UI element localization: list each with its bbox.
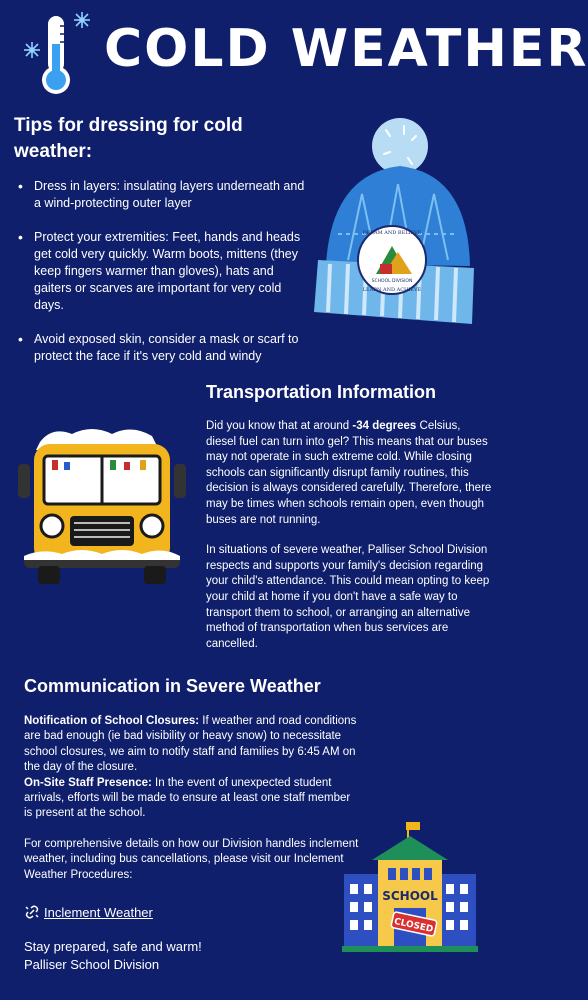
thermometer-icon <box>20 6 100 98</box>
communication-body <box>24 714 360 883</box>
logo-middle-text: SCHOOL DIVISION <box>371 279 413 284</box>
communication-heading: Communication in Severe Weather <box>24 676 321 696</box>
closures-paragraph: Notification of School Closures: If weather and road conditions are bad enough (ie bad visibility or heavy snow) to necessitate school closures, we aim to notify staff and families by 6:45 AM on the day of the closure. <box>24 715 357 774</box>
tips-heading: Tips for dressing for cold weather: <box>14 115 243 162</box>
transportation-paragraph-1: Did you know that at around -34 degrees Celsius, diesel fuel can turn into gel? This means that our buses may not operate in such extreme cold. While closing schools can significantly disrupt family routines, this decision is always considered carefully. Therefore, there may be times when schools remain open, even though buses are not running. <box>206 420 492 526</box>
temperature-highlight: -34 degrees <box>352 420 417 432</box>
school-bus-image <box>12 420 192 588</box>
tip-item: • Dress in layers: insulating layers underneath and a wind-protecting outer layer <box>18 178 308 212</box>
tip-item: • Avoid exposed skin, consider a mask or scarf to protect the face if it's very cold and windy <box>18 331 308 365</box>
staff-label: On-Site Staff Presence: <box>24 776 152 789</box>
signoff-line-1: Stay prepared, safe and warm! <box>24 939 202 954</box>
signoff-line-2: Palliser School Division <box>24 957 160 972</box>
transportation-body <box>206 419 492 667</box>
transportation-heading: Transportation Information <box>206 382 437 402</box>
logo-bottom-text: LEARN AND ACHIEVE <box>362 287 422 293</box>
winter-hat-image <box>308 114 478 326</box>
details-paragraph: For comprehensive details on how our Division handles inclement weather, including bus cancellations, please visit our Inclement Weather Procedures: <box>24 837 359 881</box>
header <box>0 0 588 100</box>
inclement-weather-link-row[interactable] <box>24 904 153 920</box>
tips-list <box>18 178 308 382</box>
staff-paragraph: On-Site Staff Presence: In the event of unexpected student arrivals, efforts will be made to ensure at least one staff member is present at the school. <box>24 776 351 820</box>
inclement-weather-link[interactable]: Inclement Weather <box>44 904 153 920</box>
school-division-logo <box>358 226 426 294</box>
signoff <box>24 938 202 974</box>
broken-link-icon <box>24 904 40 920</box>
page-title: COLD WEATHER <box>104 19 588 79</box>
school-building-image <box>342 820 478 952</box>
transportation-paragraph-2: In situations of severe weather, Palliser School Division respects and supports your family's decision regarding your child's attendance. This could mean opting to keep your child at home if you don't have a safe way to transport them to school, or arranging an alternative method of transportation when bus services are cancelled. <box>206 544 490 650</box>
logo-top-text: DREAM AND BELIEVE <box>362 230 422 236</box>
tip-item: • Protect your extremities: Feet, hands and heads get cold very quickly. Warm boots, mittens (they keep fingers warmer than gloves), hats and gaiters or scarves are important for very cold days. <box>18 229 308 314</box>
closures-label: Notification of School Closures: <box>24 715 200 727</box>
school-sign: SCHOOL <box>382 889 438 903</box>
closed-sign: CLOSED <box>393 916 435 935</box>
